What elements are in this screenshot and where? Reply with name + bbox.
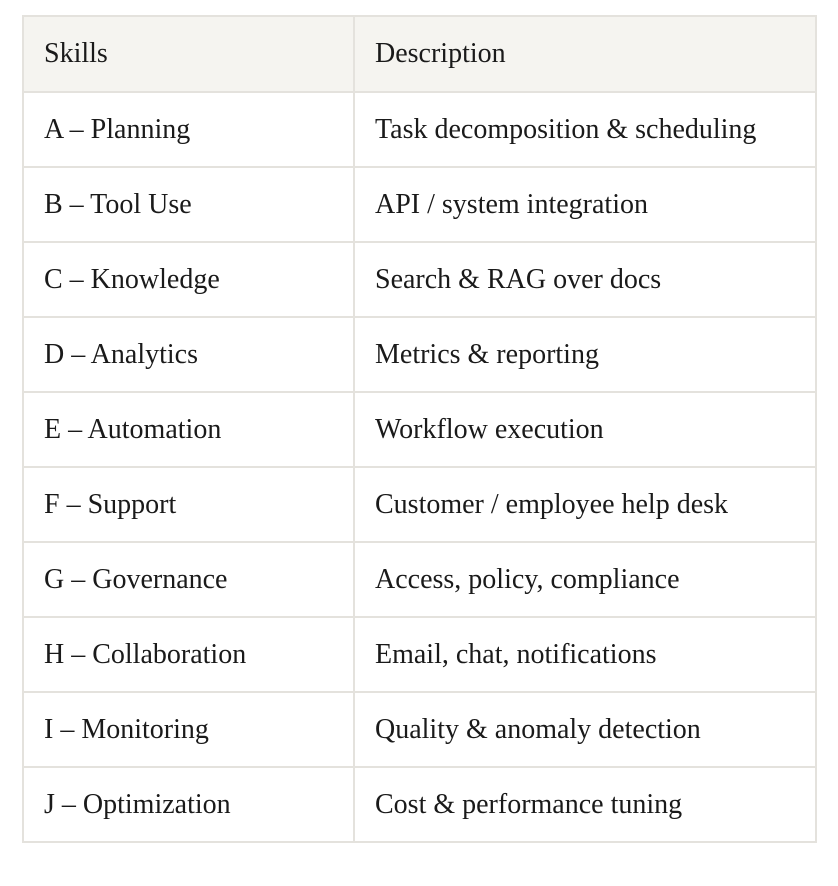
- table-row: [23, 692, 816, 767]
- description-cell: Cost & performance tuning: [354, 767, 816, 842]
- description-cell: Task decomposition & scheduling: [354, 92, 816, 167]
- skill-cell: H – Collaboration: [23, 617, 354, 692]
- header-row: [23, 16, 816, 92]
- table-row: [23, 542, 816, 617]
- description-cell: API / system integration: [354, 167, 816, 242]
- table-row: [23, 92, 816, 167]
- table-row: [23, 242, 816, 317]
- description-cell: Customer / employee help desk: [354, 467, 816, 542]
- skill-cell: F – Support: [23, 467, 354, 542]
- skill-cell: E – Automation: [23, 392, 354, 467]
- skill-cell: I – Monitoring: [23, 692, 354, 767]
- skill-cell: C – Knowledge: [23, 242, 354, 317]
- skill-cell: D – Analytics: [23, 317, 354, 392]
- skills-table: [22, 15, 817, 843]
- description-cell: Email, chat, notifications: [354, 617, 816, 692]
- skill-cell: A – Planning: [23, 92, 354, 167]
- table-row: [23, 467, 816, 542]
- description-cell: Access, policy, compliance: [354, 542, 816, 617]
- table-row: [23, 767, 816, 842]
- table-header: [23, 16, 816, 92]
- description-cell: Quality & anomaly detection: [354, 692, 816, 767]
- description-cell: Workflow execution: [354, 392, 816, 467]
- table-row: [23, 392, 816, 467]
- skill-cell: B – Tool Use: [23, 167, 354, 242]
- table-row: [23, 317, 816, 392]
- skill-cell: J – Optimization: [23, 767, 354, 842]
- table-row: [23, 167, 816, 242]
- skill-cell: G – Governance: [23, 542, 354, 617]
- header-skills: Skills: [23, 16, 354, 92]
- description-cell: Search & RAG over docs: [354, 242, 816, 317]
- table-body: [23, 92, 816, 842]
- table-row: [23, 617, 816, 692]
- header-description: Description: [354, 16, 816, 92]
- description-cell: Metrics & reporting: [354, 317, 816, 392]
